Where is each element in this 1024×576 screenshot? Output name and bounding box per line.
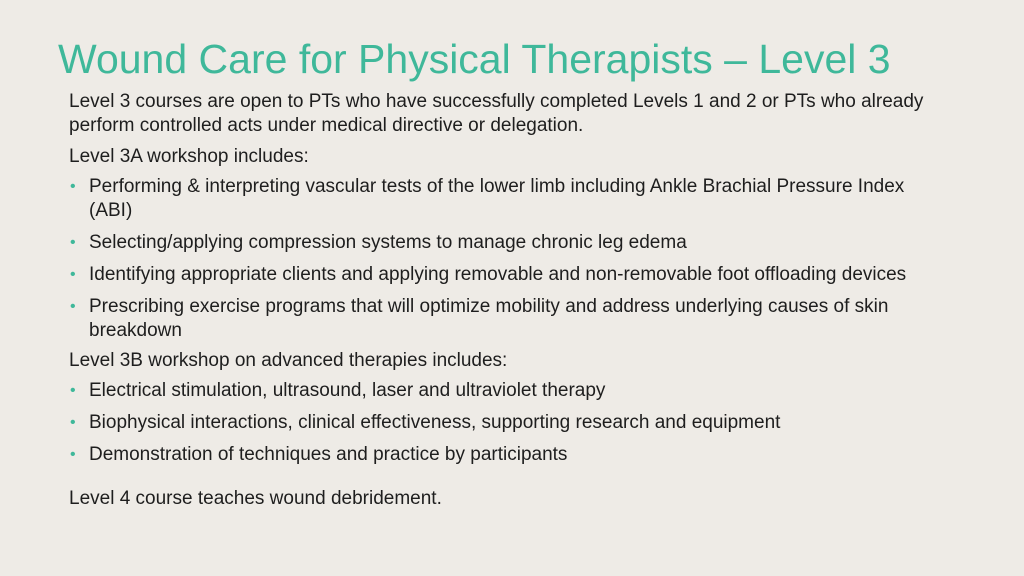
slide-title: Wound Care for Physical Therapists – Level 3 <box>58 36 891 82</box>
bullet-icon: • <box>70 446 76 463</box>
list-item-text: Prescribing exercise programs that will optimize mobility and address underlying causes of skin breakdown <box>89 296 889 341</box>
bullet-icon: • <box>70 298 76 315</box>
list-item-text: Biophysical interactions, clinical effectiveness, supporting research and equipment <box>89 412 781 433</box>
level3b-heading: Level 3B workshop on advanced therapies includes: <box>69 350 508 371</box>
bullet-icon: • <box>70 234 76 251</box>
list-item <box>69 231 929 255</box>
slide-body <box>69 90 929 518</box>
level3a-list <box>69 175 929 343</box>
list-item <box>69 295 929 343</box>
list-item <box>69 379 929 403</box>
bullet-icon: • <box>70 266 76 283</box>
list-item <box>69 411 929 435</box>
level3a-heading: Level 3A workshop includes: <box>69 146 309 167</box>
level3b-list <box>69 379 929 467</box>
list-item-text: Performing & interpreting vascular tests of the lower limb including Ankle Brachial Pressure Index (ABI) <box>89 176 905 221</box>
bullet-icon: • <box>70 382 76 399</box>
list-item <box>69 175 929 223</box>
list-item-text: Electrical stimulation, ultrasound, laser and ultraviolet therapy <box>89 380 606 401</box>
list-item <box>69 443 929 467</box>
list-item-text: Identifying appropriate clients and applying removable and non-removable foot offloading devices <box>89 264 907 285</box>
intro-paragraph: Level 3 courses are open to PTs who have successfully completed Levels 1 and 2 or PTs who already perform controlled acts under medical directive or delegation. <box>69 91 924 136</box>
list-item <box>69 263 929 287</box>
bullet-icon: • <box>70 178 76 195</box>
closing-paragraph: Level 4 course teaches wound debridement. <box>69 488 442 509</box>
list-item-text: Selecting/applying compression systems to manage chronic leg edema <box>89 232 687 253</box>
bullet-icon: • <box>70 414 76 431</box>
list-item-text: Demonstration of techniques and practice by participants <box>89 444 568 465</box>
